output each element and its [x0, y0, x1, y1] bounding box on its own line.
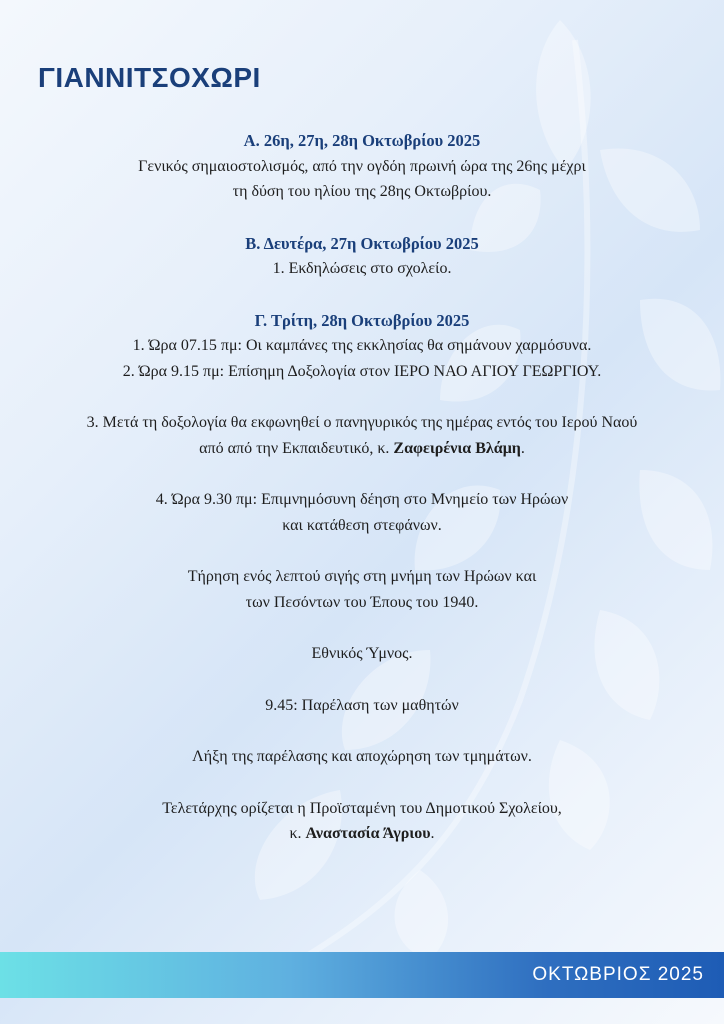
spacer	[20, 282, 704, 308]
spacer	[20, 667, 704, 693]
spacer	[20, 461, 704, 487]
section-b-item-1: 1. Εκδηλώσεις στο σχολείο.	[272, 260, 452, 277]
footer-date-label: ΟΚΤΩΒΡΙΟΣ 2025	[532, 964, 704, 985]
section-c-item-4-line-1: 4. Ώρα 9.30 πμ: Επιμνημόσυνη δέηση στο Μνημείο των Ηρώων	[155, 491, 569, 508]
speaker-name: Ζαφειρένια Βλάμη	[393, 439, 521, 457]
section-a-line-2: τη δύση του ηλίου της 28ης Οκτωβρίου.	[232, 183, 492, 200]
section-c-item-1: 1. Ώρα 07.15 πμ: Οι καμπάνες της εκκλησίας θα σημάνουν χαρμόσυνα.	[132, 337, 592, 354]
spacer	[20, 615, 704, 641]
section-c-item-3-line-2	[20, 436, 704, 462]
section-c-heading: Γ. Τρίτη, 28η Οκτωβρίου 2025	[254, 310, 470, 330]
ceremony-master-line-2	[20, 821, 704, 847]
national-anthem: Εθνικός Ύμνος.	[311, 645, 413, 662]
spacer	[20, 770, 704, 796]
spacer	[20, 718, 704, 744]
spacer	[20, 384, 704, 410]
parade-line: 9.45: Παρέλαση των μαθητών	[265, 696, 459, 714]
section-c-item-3-line-1: 3. Μετά τη δοξολογία θα εκφωνηθεί ο πανηγυρικός της ημέρας εντός του Ιερού Ναού	[86, 414, 638, 431]
master-prefix: κ.	[289, 825, 306, 842]
section-b-heading: Β. Δευτέρα, 27η Οκτωβρίου 2025	[245, 233, 479, 253]
section-c-item-2: 2. Ώρα 9.15 πμ: Επίσημη Δοξολογία στον ΙΕΡΟ ΝΑΟ ΑΓΙΟΥ ΓΕΩΡΓΙΟΥ.	[122, 362, 602, 380]
item-3-prefix: από από την Εκπαιδευτικό, κ.	[199, 439, 394, 457]
ceremony-master-name: Αναστασία Άγριου	[305, 825, 431, 842]
section-c-item-4-line-2: και κατάθεση στεφάνων.	[282, 516, 442, 534]
silence-line-1: Τήρηση ενός λεπτού σιγής στη μνήμη των Ηρώων και	[187, 568, 537, 585]
announcement-body	[20, 128, 704, 847]
master-suffix: .	[430, 825, 435, 842]
ceremony-master-line-1: Τελετάρχης ορίζεται η Προϊσταμένη του Δημοτικού Σχολείου,	[162, 799, 562, 817]
silence-line-2: των Πεσόντων του Έπους του 1940.	[245, 593, 479, 611]
spacer	[20, 205, 704, 231]
section-a-line-1: Γενικός σημαιοστολισμός, από την ογδόη πρωινή ώρα της 26ης μέχρι	[138, 157, 586, 175]
spacer	[20, 538, 704, 564]
page-title: ΓΙΑΝΝΙΤΣΟΧΩΡΙ	[38, 62, 261, 93]
footer-bar	[0, 952, 724, 998]
parade-end-line: Λήξη της παρέλασης και αποχώρηση των τμημάτων.	[192, 748, 532, 765]
item-3-suffix: .	[520, 439, 525, 457]
section-a-heading: Α. 26η, 27η, 28η Οκτωβρίου 2025	[243, 131, 481, 150]
